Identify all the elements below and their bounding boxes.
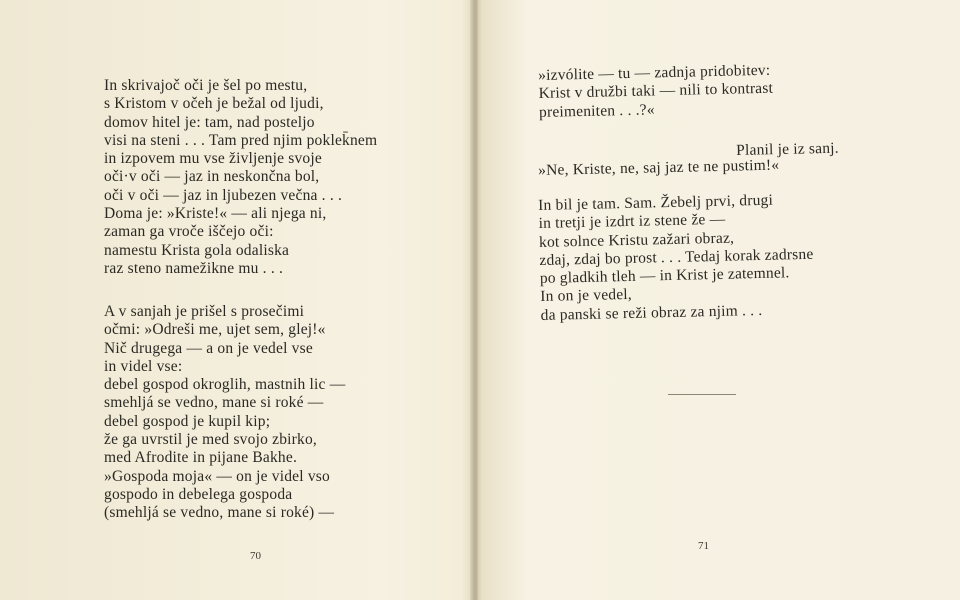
- poem-line: In bil je tam. Sam. Žebelj prvi, drugi: [538, 191, 774, 214]
- poem-line: oči·v oči — jaz in neskončna bol,: [104, 168, 320, 186]
- poem-line: Doma je: »Kriste!« — ali njega ni,: [104, 205, 327, 223]
- poem-line: zaman ga vroče iščejo oči:: [104, 223, 274, 241]
- poem-line: (smehljá se vedno, mane si roké) —: [104, 504, 335, 522]
- poem-line: »Gospoda moja« — on je videl vso: [104, 467, 330, 485]
- poem-line: raz steno namežikne mu . . .: [104, 259, 284, 277]
- poem-line: domov hitel je: tam, nad posteljo: [104, 113, 315, 131]
- poem-line: In skrivajoč oči je šel po mestu,: [104, 77, 308, 94]
- right-stanza-2: [538, 191, 815, 325]
- poem-line: in izpovem mu vse življenje svoje: [104, 150, 322, 168]
- poem-line: »izvólite — tu — zadnja pridobitev:: [538, 61, 771, 84]
- page-number-left: 70: [250, 550, 261, 562]
- poem-line: gospodo in debelega gospoda: [104, 485, 293, 503]
- poem-line: namestu Krista gola odaliska: [104, 241, 290, 259]
- right-page: [478, 0, 960, 600]
- left-page: [0, 0, 470, 600]
- poem-line: Planil je iz sanj.: [736, 139, 839, 159]
- left-stanza-1: [104, 77, 377, 278]
- poem-line: med Afrodite in pijane Bakhe.: [104, 449, 298, 467]
- poem-line: že ga uvrstil je med svojo zbirko,: [104, 431, 317, 449]
- poem-line: oči v oči — jaz in ljubezen večna . . .: [104, 186, 343, 204]
- poem-line: očmi: »Odreši me, ujet sem, glej!«: [104, 321, 326, 339]
- poem-line: »Ne, Kriste, ne, saj jaz te ne pustim!«: [538, 156, 780, 179]
- poem-line: kot solnce Kristu zažari obraz,: [538, 229, 735, 251]
- poem-line: In on je vedel,: [540, 286, 633, 306]
- poem-line: smehljá se vedno, mane si roké —: [104, 394, 324, 412]
- right-stanza-1: [538, 62, 774, 122]
- poem-line: Krist v družbi taki — nili to kontrast: [538, 79, 774, 103]
- poem-line: visi na steni . . . Tam pred njim poklek̄nem: [104, 131, 378, 149]
- poem-line: in videl vse:: [104, 357, 183, 375]
- poem-line: A v sanjah je prišel s prosečimi: [104, 303, 305, 320]
- poem-line: debel gospod okroglih, mastnih lic —: [104, 376, 346, 394]
- poem-line: s Kristom v očeh je bežal od ljudi,: [104, 95, 324, 113]
- poem-line: preimeniten . . .?«: [538, 100, 655, 121]
- section-divider: [668, 394, 736, 395]
- right-stanza-1b: [538, 157, 779, 181]
- poem-line: da panski se reži obraz za njim . . .: [540, 301, 763, 324]
- book-spine: [470, 0, 478, 600]
- page-number-right: 71: [698, 540, 709, 552]
- poem-line: zdaj, zdaj bo prost . . . Tedaj korak zadrsne: [539, 245, 814, 269]
- left-stanza-2: [104, 303, 345, 523]
- poem-line: debel gospod je kupil kip;: [104, 412, 271, 430]
- poem-line: Nič drugega — a on je vedel vse: [104, 339, 313, 357]
- poem-line: po gladkih tleh — in Krist je zatemnel.: [539, 264, 790, 288]
- poem-line: in tretji je izdrt iz stene že —: [538, 211, 726, 233]
